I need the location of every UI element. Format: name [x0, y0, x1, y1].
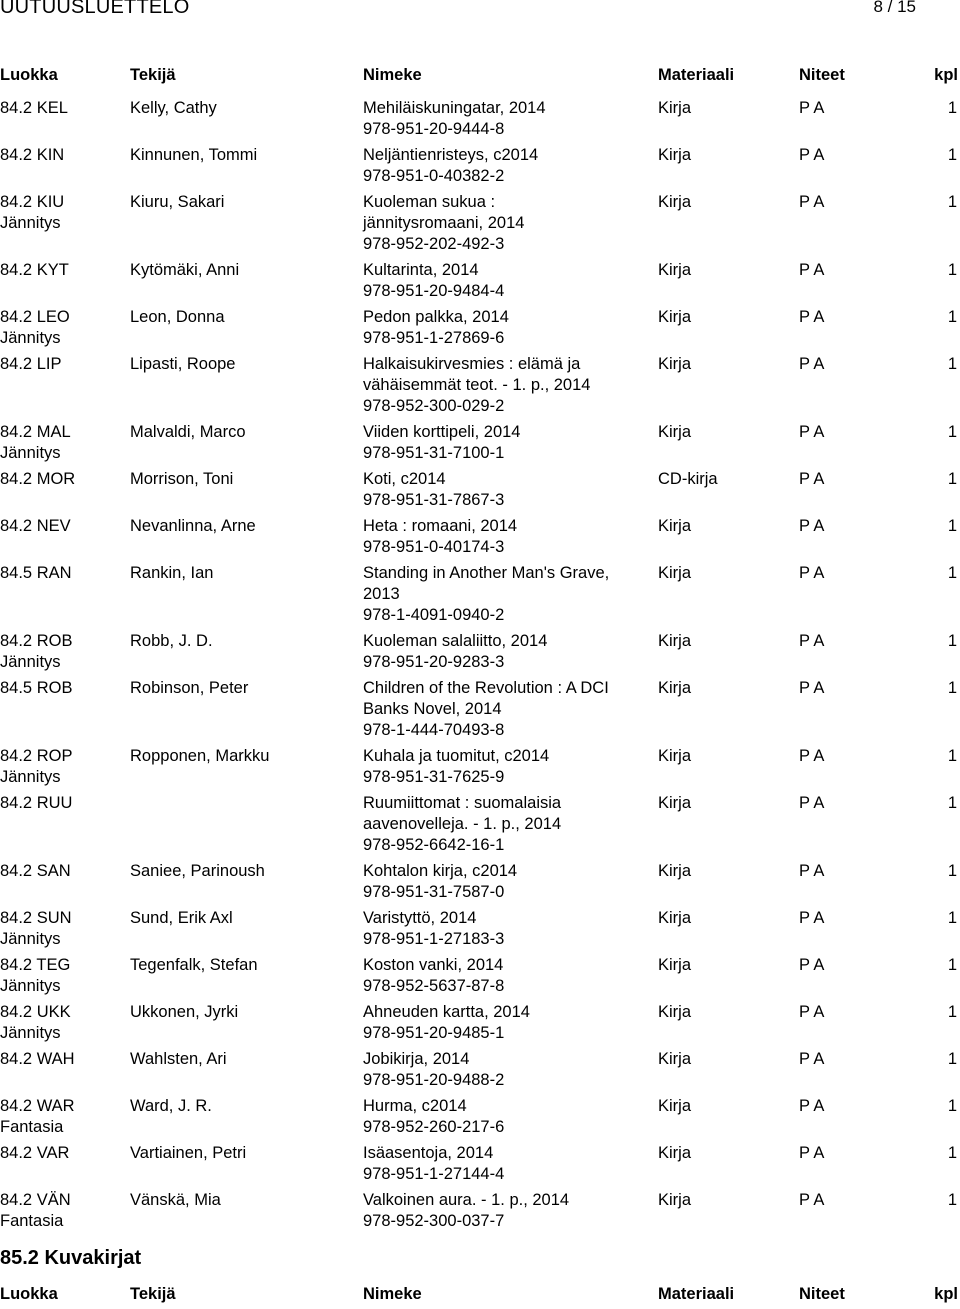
header-materiaali: Materiaali — [658, 1285, 735, 1303]
copies-status: P A — [799, 517, 825, 535]
copies-status: P A — [799, 193, 825, 211]
title-line: 978-1-444-70493-8 — [363, 721, 505, 739]
title-line: 978-952-5637-87-8 — [363, 977, 505, 995]
title-line: 978-951-1-27183-3 — [363, 930, 505, 948]
title-isbn — [363, 1143, 504, 1185]
copies-status: P A — [799, 679, 825, 697]
title-line: Kuoleman salaliitto, 2014 — [363, 632, 548, 650]
material: Kirja — [658, 308, 692, 326]
copies-status: P A — [799, 564, 825, 582]
title-line: Kuoleman sukua : — [363, 193, 496, 211]
title-line: 978-952-300-029-2 — [363, 397, 505, 415]
quantity: 1 — [947, 423, 957, 441]
title-line: 978-951-20-9283-3 — [363, 653, 505, 671]
author: Kinnunen, Tommi — [130, 146, 258, 164]
title-line: Kohtalon kirja, c2014 — [363, 862, 518, 880]
title-line: Heta : romaani, 2014 — [363, 517, 518, 535]
author: Ward, J. R. — [130, 1097, 212, 1115]
title-line: 978-952-202-492-3 — [363, 235, 505, 253]
class-code — [0, 145, 64, 166]
class-code — [0, 1049, 75, 1070]
class-code-line: 84.2 SAN — [0, 862, 71, 880]
title-line: Pedon palkka, 2014 — [363, 308, 509, 326]
class-code-line: Fantasia — [0, 1118, 64, 1136]
class-code-line: 84.2 MAL — [0, 423, 71, 441]
class-code-line: 84.2 UKK — [0, 1003, 71, 1021]
author: Vänskä, Mia — [130, 1191, 221, 1209]
title-line: 978-951-20-9444-8 — [363, 120, 505, 138]
copies-status: P A — [799, 308, 825, 326]
quantity: 1 — [947, 794, 957, 812]
author: Ropponen, Markku — [130, 747, 270, 765]
quantity: 1 — [947, 1003, 957, 1021]
material: Kirja — [658, 1050, 692, 1068]
class-code-line: 84.2 KYT — [0, 261, 69, 279]
class-code-line: 84.5 RAN — [0, 564, 72, 582]
author: Nevanlinna, Arne — [130, 517, 256, 535]
title-line: aavenovelleja. - 1. p., 2014 — [363, 815, 562, 833]
material: Kirja — [658, 564, 692, 582]
class-code — [0, 307, 70, 349]
class-code-line: Jännitys — [0, 930, 61, 948]
material: Kirja — [658, 1097, 692, 1115]
title-line: Ahneuden kartta, 2014 — [363, 1003, 530, 1021]
title-isbn — [363, 145, 538, 187]
title-isbn — [363, 861, 517, 903]
copies-status: P A — [799, 956, 825, 974]
class-code — [0, 861, 71, 882]
header-nimeke: Nimeke — [363, 1285, 422, 1303]
quantity: 1 — [947, 632, 957, 650]
material: Kirja — [658, 423, 692, 441]
title-isbn — [363, 260, 504, 302]
class-code — [0, 1002, 71, 1044]
class-code-line: Jännitys — [0, 444, 61, 462]
class-code-line: 84.2 ROB — [0, 632, 73, 650]
copies-status: P A — [799, 909, 825, 927]
title-isbn — [363, 192, 524, 255]
title-isbn — [363, 678, 609, 741]
title-line: 978-951-20-9485-1 — [363, 1024, 505, 1042]
title-isbn — [363, 1190, 569, 1232]
title-isbn — [363, 955, 504, 997]
header-niteet: Niteet — [799, 66, 845, 84]
title-line: Kuhala ja tuomitut, c2014 — [363, 747, 550, 765]
title-line: 978-951-20-9488-2 — [363, 1071, 505, 1089]
copies-status: P A — [799, 99, 825, 117]
copies-status: P A — [799, 261, 825, 279]
author: Ukkonen, Jyrki — [130, 1003, 239, 1021]
class-code-line: 84.2 LEO — [0, 308, 70, 326]
material: Kirja — [658, 193, 692, 211]
material: Kirja — [658, 956, 692, 974]
column-header-top — [0, 66, 960, 90]
class-code — [0, 354, 61, 375]
quantity: 1 — [947, 909, 957, 927]
class-code-line: Jännitys — [0, 653, 61, 671]
material: Kirja — [658, 99, 692, 117]
material: Kirja — [658, 146, 692, 164]
material: Kirja — [658, 794, 692, 812]
copies-status: P A — [799, 1097, 825, 1115]
class-code-line: Fantasia — [0, 1212, 64, 1230]
title-isbn — [363, 307, 509, 349]
title-isbn — [363, 563, 609, 626]
quantity: 1 — [947, 564, 957, 582]
title-line: 978-951-31-7100-1 — [363, 444, 505, 462]
header-tekija: Tekijä — [130, 66, 176, 84]
page-title: UUTUUSLUETTELO — [0, 0, 190, 18]
header-kpl: kpl — [934, 1285, 958, 1303]
class-code-line: 84.2 NEV — [0, 517, 71, 535]
class-code-line: 84.2 TEG — [0, 956, 71, 974]
author: Robinson, Peter — [130, 679, 249, 697]
class-code — [0, 422, 71, 464]
class-code — [0, 469, 75, 490]
material: Kirja — [658, 747, 692, 765]
author: Malvaldi, Marco — [130, 423, 246, 441]
title-line: Banks Novel, 2014 — [363, 700, 502, 718]
quantity: 1 — [947, 308, 957, 326]
author: Wahlsten, Ari — [130, 1050, 227, 1068]
copies-status: P A — [799, 794, 825, 812]
class-code — [0, 1143, 69, 1164]
material: Kirja — [658, 1191, 692, 1209]
quantity: 1 — [947, 193, 957, 211]
class-code — [0, 631, 72, 673]
title-line: 978-951-1-27144-4 — [363, 1165, 505, 1183]
title-line: jännitysromaani, 2014 — [363, 214, 525, 232]
author: Morrison, Toni — [130, 470, 234, 488]
material: Kirja — [658, 632, 692, 650]
class-code-line: 84.2 VAR — [0, 1144, 70, 1162]
quantity: 1 — [947, 679, 957, 697]
section-heading: 85.2 Kuvakirjat — [0, 1247, 142, 1269]
copies-status: P A — [799, 1144, 825, 1162]
header-nimeke: Nimeke — [363, 66, 422, 84]
title-line: 978-951-1-27869-6 — [363, 329, 505, 347]
copies-status: P A — [799, 470, 825, 488]
author: Sund, Erik Axl — [130, 909, 233, 927]
class-code — [0, 98, 68, 119]
author: Saniee, Parinoush — [130, 862, 265, 880]
class-code — [0, 192, 64, 234]
class-code-line: 84.2 WAH — [0, 1050, 75, 1068]
quantity: 1 — [947, 862, 957, 880]
title-line: Varistyttö, 2014 — [363, 909, 477, 927]
quantity: 1 — [947, 1144, 957, 1162]
author: Tegenfalk, Stefan — [130, 956, 258, 974]
title-line: 978-951-20-9484-4 — [363, 282, 505, 300]
header-niteet: Niteet — [799, 1285, 845, 1303]
title-line: 978-951-0-40174-3 — [363, 538, 505, 556]
header-tekija: Tekijä — [130, 1285, 176, 1303]
title-line: Koston vanki, 2014 — [363, 956, 504, 974]
class-code-line: 84.2 ROP — [0, 747, 73, 765]
quantity: 1 — [947, 99, 957, 117]
title-line: Kultarinta, 2014 — [363, 261, 479, 279]
title-isbn — [363, 98, 546, 140]
class-code — [0, 1096, 75, 1138]
material: Kirja — [658, 679, 692, 697]
class-code — [0, 793, 72, 814]
class-code-line: Jännitys — [0, 214, 61, 232]
material: CD-kirja — [658, 470, 718, 488]
title-line: 978-952-6642-16-1 — [363, 836, 505, 854]
class-code-line: 84.2 WAR — [0, 1097, 75, 1115]
class-code-line: 84.2 LIP — [0, 355, 62, 373]
class-code-line: 84.2 VÄN — [0, 1191, 71, 1209]
title-line: 978-951-0-40382-2 — [363, 167, 505, 185]
quantity: 1 — [947, 261, 957, 279]
title-isbn — [363, 1002, 530, 1044]
quantity: 1 — [947, 1097, 957, 1115]
class-code — [0, 678, 72, 699]
class-code-line: Jännitys — [0, 1024, 61, 1042]
class-code-line: 84.2 KEL — [0, 99, 68, 117]
title-line: Isäasentoja, 2014 — [363, 1144, 494, 1162]
quantity: 1 — [947, 470, 957, 488]
author: Kelly, Cathy — [130, 99, 217, 117]
copies-status: P A — [799, 1050, 825, 1068]
class-code-line: 84.2 RUU — [0, 794, 73, 812]
copies-status: P A — [799, 355, 825, 373]
quantity: 1 — [947, 747, 957, 765]
title-line: Hurma, c2014 — [363, 1097, 467, 1115]
title-line: Viiden korttipeli, 2014 — [363, 423, 521, 441]
title-isbn — [363, 422, 520, 464]
class-code-line: Jännitys — [0, 977, 61, 995]
material: Kirja — [658, 261, 692, 279]
class-code — [0, 746, 72, 788]
class-code — [0, 1190, 71, 1232]
title-line: vähäisemmät teot. - 1. p., 2014 — [363, 376, 591, 394]
header-luokka: Luokka — [0, 66, 58, 84]
author: Leon, Donna — [130, 308, 225, 326]
header-kpl: kpl — [934, 66, 958, 84]
title-isbn — [363, 469, 504, 511]
copies-status: P A — [799, 747, 825, 765]
author: Kytömäki, Anni — [130, 261, 240, 279]
class-code-line: 84.2 MOR — [0, 470, 76, 488]
quantity: 1 — [947, 517, 957, 535]
title-line: Mehiläiskuningatar, 2014 — [363, 99, 546, 117]
title-line: Neljäntienristeys, c2014 — [363, 146, 539, 164]
quantity: 1 — [947, 146, 957, 164]
quantity: 1 — [947, 956, 957, 974]
title-line: Koti, c2014 — [363, 470, 446, 488]
quantity: 1 — [947, 1050, 957, 1068]
header-luokka: Luokka — [0, 1285, 58, 1303]
header-materiaali: Materiaali — [658, 66, 735, 84]
copies-status: P A — [799, 1191, 825, 1209]
material: Kirja — [658, 1003, 692, 1021]
copies-status: P A — [799, 423, 825, 441]
copies-status: P A — [799, 1003, 825, 1021]
title-isbn — [363, 354, 590, 417]
class-code — [0, 516, 71, 537]
class-code — [0, 955, 70, 997]
class-code-line: 84.2 KIN — [0, 146, 65, 164]
title-isbn — [363, 793, 561, 856]
title-line: 978-951-31-7625-9 — [363, 768, 505, 786]
page-number: 8 / 15 — [873, 0, 916, 16]
author: Robb, J. D. — [130, 632, 213, 650]
title-line: Valkoinen aura. - 1. p., 2014 — [363, 1191, 570, 1209]
title-isbn — [363, 746, 549, 788]
copies-status: P A — [799, 632, 825, 650]
class-code-line: 84.5 ROB — [0, 679, 73, 697]
copies-status: P A — [799, 146, 825, 164]
material: Kirja — [658, 862, 692, 880]
material: Kirja — [658, 355, 692, 373]
class-code-line: Jännitys — [0, 768, 61, 786]
material: Kirja — [658, 517, 692, 535]
title-line: Standing in Another Man's Grave, — [363, 564, 610, 582]
class-code — [0, 563, 72, 584]
title-line: 978-951-31-7867-3 — [363, 491, 505, 509]
title-isbn — [363, 1096, 504, 1138]
class-code — [0, 908, 72, 950]
material: Kirja — [658, 909, 692, 927]
class-code-line: 84.2 SUN — [0, 909, 72, 927]
title-line: 978-952-300-037-7 — [363, 1212, 505, 1230]
title-line: Halkaisukirvesmies : elämä ja — [363, 355, 581, 373]
title-line: 978-1-4091-0940-2 — [363, 606, 505, 624]
author: Kiuru, Sakari — [130, 193, 225, 211]
title-isbn — [363, 631, 547, 673]
class-code-line: Jännitys — [0, 329, 61, 347]
title-isbn — [363, 1049, 504, 1091]
quantity: 1 — [947, 355, 957, 373]
title-line: 978-951-31-7587-0 — [363, 883, 505, 901]
author: Rankin, Ian — [130, 564, 214, 582]
author: Vartiainen, Petri — [130, 1144, 247, 1162]
material: Kirja — [658, 1144, 692, 1162]
title-isbn — [363, 908, 504, 950]
title-line: 978-952-260-217-6 — [363, 1118, 505, 1136]
title-line: Ruumiittomat : suomalaisia — [363, 794, 562, 812]
class-code — [0, 260, 69, 281]
copies-status: P A — [799, 862, 825, 880]
title-line: Children of the Revolution : A DCI — [363, 679, 609, 697]
title-isbn — [363, 516, 517, 558]
column-header-bottom — [0, 1285, 960, 1309]
author: Lipasti, Roope — [130, 355, 236, 373]
quantity: 1 — [947, 1191, 957, 1209]
class-code-line: 84.2 KIU — [0, 193, 65, 211]
title-line: Jobikirja, 2014 — [363, 1050, 470, 1068]
title-line: 2013 — [363, 585, 400, 603]
